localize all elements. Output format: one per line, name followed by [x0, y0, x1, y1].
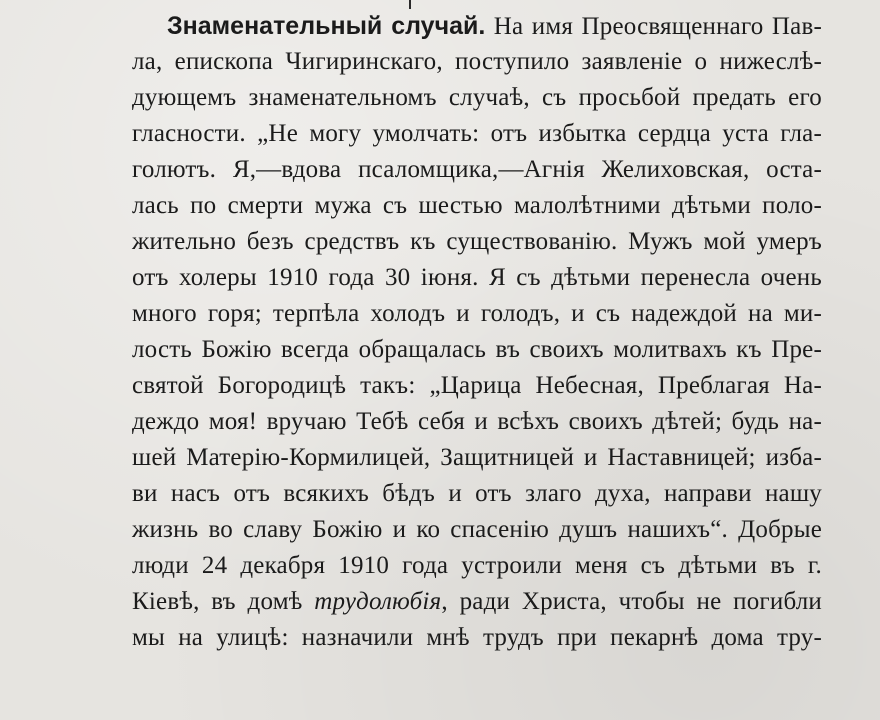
text-line-1-rest: На имя Преосвященнаго Пав-: [493, 13, 822, 40]
text-line-4: гласности. „Не могу умолчать: отъ избытка сердца уста гла-: [132, 120, 822, 147]
text-line-11: святой Богородицѣ такъ: „Царица Небесная, Преблагая На-: [132, 372, 822, 399]
text-line-3: дующемъ знаменательномъ случаѣ, съ просьбой предать его: [132, 84, 822, 111]
text-line-9: много горя; терпѣла холодъ и голодъ, и съ надеждой на ми-: [132, 300, 822, 327]
text-line-17: [132, 584, 822, 620]
text-line-10: лость Божію всегда обращалась въ своихъ молитвахъ къ Пре-: [132, 336, 822, 363]
text-line-16: люди 24 декабря 1910 года устроили меня съ дѣтьми въ г.: [132, 552, 822, 579]
text-line-17-end: , ради Христа, чтобы не погибли: [441, 588, 822, 615]
text-line-18: мы на улицѣ: назначили мнѣ трудъ при пекарнѣ дома тру-: [132, 624, 822, 651]
text-line-12: деждо моя! вручаю Тебѣ себя и всѣхъ своихъ дѣтей; будь на-: [132, 408, 822, 435]
italic-word: трудолюбія: [314, 588, 442, 615]
text-line-13: шей Матерію-Кормилицей, Защитницей и Наставницей; изба-: [132, 444, 822, 471]
text-line-17-start: Кіевѣ, въ домѣ: [132, 588, 303, 615]
text-line-15: жизнь во славу Божію и ко спасенію душъ нашихъ“. Добрые: [132, 516, 822, 543]
text-line-14: ви насъ отъ всякихъ бѣдъ и отъ злаго духа, направи нашу: [132, 480, 822, 507]
text-line-6: лась по смерти мужа съ шестью малолѣтними дѣтьми поло-: [132, 192, 822, 219]
text-line-1: [132, 8, 822, 44]
article-heading: Знаменательный случай.: [167, 12, 486, 40]
text-line-5: голютъ. Я,—вдова псаломщика,—Агнія Желиховская, оста-: [132, 156, 822, 183]
text-line-7: жительно безъ средствъ къ существованію. Мужъ мой умеръ: [132, 228, 822, 255]
text-line-2: ла, епископа Чигиринскаго, поступило заявленіе о нижеслѣ-: [132, 48, 822, 75]
text-line-8: отъ холеры 1910 года 30 іюня. Я съ дѣтьми перенесла очень: [132, 264, 822, 291]
article-text: [132, 8, 822, 656]
